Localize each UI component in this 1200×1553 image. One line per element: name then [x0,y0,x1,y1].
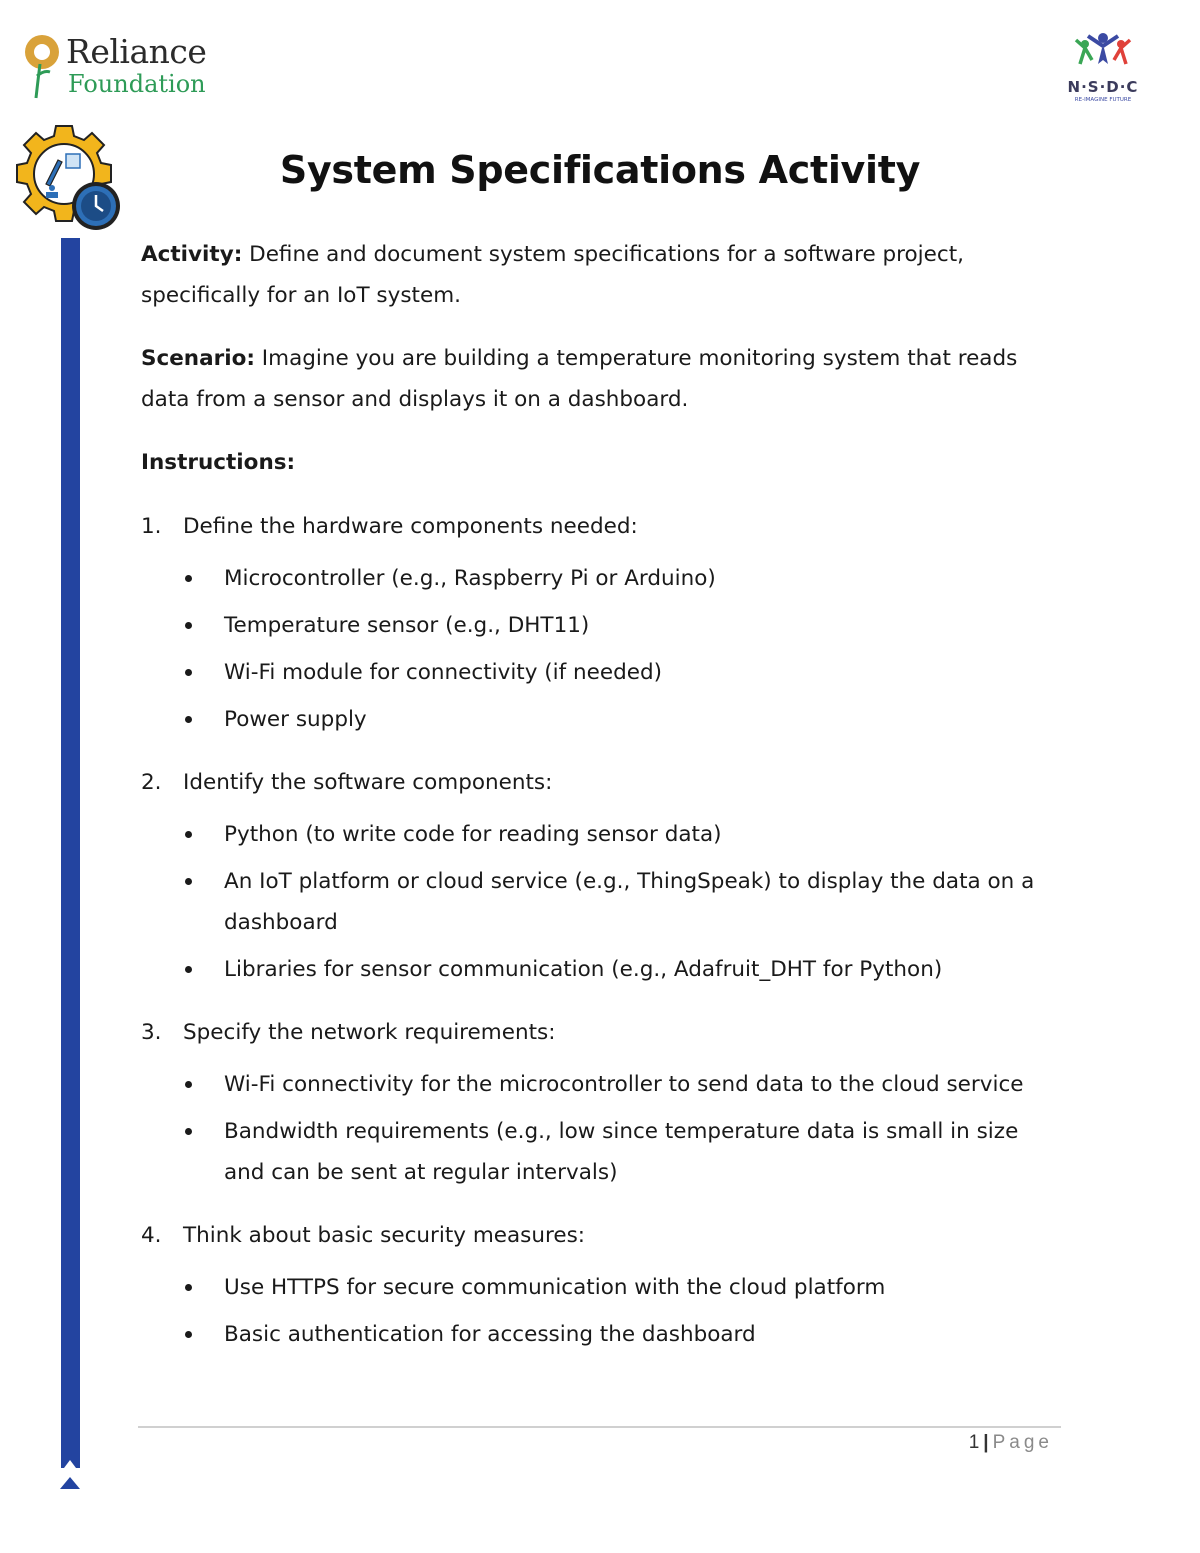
scenario-text: Imagine you are building a temperature monitoring system that reads data from a sensor and displays it on a dashboard. [141,346,1018,412]
page-title: System Specifications Activity [279,148,921,192]
instruction-step [141,1215,1061,1256]
list-item-text: Wi-Fi connectivity for the microcontroller to send data to the cloud service [224,1072,1024,1097]
step-text: Think about basic security measures: [183,1223,586,1248]
bullet-list [141,558,1061,740]
list-item [141,605,1061,646]
step-text: Identify the software components: [183,770,553,795]
bullet-icon [185,669,192,676]
bullet-icon [185,1331,192,1338]
list-item-text: Libraries for sensor communication (e.g., Adafruit_DHT for Python) [224,957,943,982]
bullet-icon [185,878,192,885]
bullet-icon [185,966,192,973]
side-accent-bar [61,238,80,1468]
nsdc-logo [1058,30,1148,110]
list-item [141,1267,1061,1308]
list-item-text: Power supply [224,707,367,732]
bullet-icon [185,831,192,838]
reliance-mark-icon [22,32,68,102]
page-separator: | [983,1432,989,1453]
list-item [141,861,1061,943]
step-number: 4. [141,1223,162,1248]
side-arrow-icon [60,1477,80,1489]
list-item [141,949,1061,990]
activity-text: Define and document system specifications for a software project, specifically for an IoT system. [141,242,964,308]
list-item [141,1314,1061,1355]
nsdc-figures-icon [1058,30,1148,80]
list-item [141,558,1061,599]
activity-label: Activity: [141,242,243,267]
page-number-value: 1 [968,1432,980,1453]
side-bar-notch [61,1460,79,1472]
bullet-list [141,814,1061,990]
step-number: 3. [141,1020,162,1045]
bullet-icon [185,1284,192,1291]
list-item-text: An IoT platform or cloud service (e.g., ThingSpeak) to display the data on a dashboard [224,869,1035,935]
instructions-heading: Instructions: [141,450,296,475]
list-item-text: Wi-Fi module for connectivity (if needed) [224,660,663,685]
list-item-text: Use HTTPS for secure communication with the cloud platform [224,1275,886,1300]
step-number: 1. [141,514,162,539]
list-item-text: Basic authentication for accessing the dashboard [224,1322,756,1347]
list-item-text: Bandwidth requirements (e.g., low since temperature data is small in size and can be sent at regular intervals) [224,1119,1019,1185]
list-item [141,1064,1061,1105]
page-word: Page [992,1432,1053,1453]
bullet-icon [185,622,192,629]
list-item-text: Microcontroller (e.g., Raspberry Pi or Arduino) [224,566,716,591]
instruction-step [141,506,1061,547]
list-item-text: Python (to write code for reading sensor data) [224,822,722,847]
instruction-step [141,1012,1061,1053]
bullet-list [141,1267,1061,1355]
instruction-step [141,762,1061,803]
bullet-list [141,1064,1061,1193]
list-item [141,652,1061,693]
bullet-icon [185,1128,192,1135]
list-item [141,1111,1061,1193]
page-number [861,1432,1053,1454]
step-text: Specify the network requirements: [183,1020,556,1045]
scenario-label: Scenario: [141,346,255,371]
scenario-paragraph [141,338,1061,420]
step-text: Define the hardware components needed: [183,514,638,539]
partner-tagline: RE-IMAGINE FUTURE [1074,97,1132,103]
partner-name: N·S·D·C [1067,78,1139,96]
bullet-icon [185,1081,192,1088]
list-item [141,814,1061,855]
activity-paragraph [141,234,1061,316]
list-item [141,699,1061,740]
org-name: Reliance [66,32,207,71]
bullet-icon [185,716,192,723]
org-sub: Foundation [68,70,206,98]
reliance-foundation-logo [22,32,222,102]
document-body [141,234,1061,1377]
list-item-text: Temperature sensor (e.g., DHT11) [224,613,590,638]
step-number: 2. [141,770,162,795]
bullet-icon [185,575,192,582]
footer-divider [138,1426,1061,1428]
